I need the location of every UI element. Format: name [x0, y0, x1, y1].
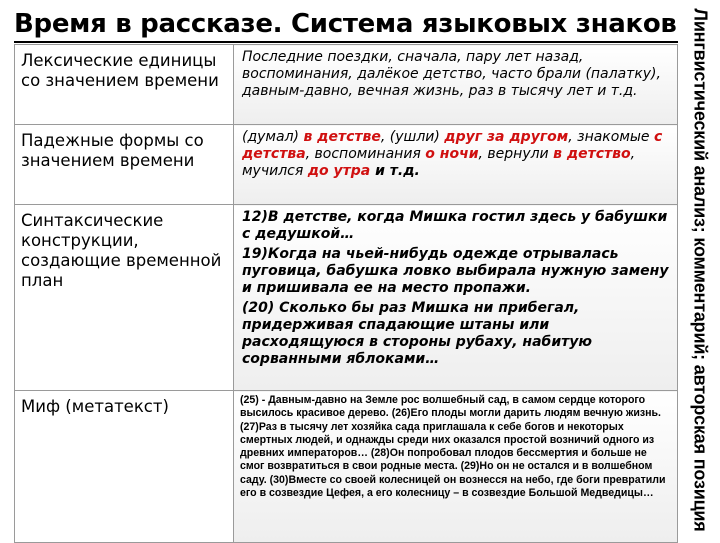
language-signs-table [14, 44, 678, 543]
syntax-sentence: (20) Сколько бы раз Мишка ни прибегал, придерживая спадающие штаны или расходящуюся в стороны рубаху, набитую сорванными яблоками… [242, 300, 592, 367]
case-text: , воспоминания [305, 146, 426, 162]
row-content-lexical: Последние поездки, сначала, пару лет назад, воспоминания, далёкое детство, часто брали (палатку), давным-давно, вечная жизнь, раз в тысячу лет и т.д. [234, 45, 678, 125]
case-text: , (ушли) [380, 129, 445, 145]
title-underline [14, 41, 678, 43]
side-caption [685, 8, 715, 532]
table-row [15, 205, 678, 391]
page-title: Время в рассказе. Система языковых знаков [14, 9, 677, 39]
syntax-sentence: 12)В детстве, когда Мишка гостил здесь у бабушки с дедушкой… [242, 209, 668, 242]
side-caption-text: Лингвистический анализ; комментарий; авторская позиция [690, 8, 711, 532]
row-label-case-forms: Падежные формы со значением времени [15, 125, 234, 205]
row-label-syntax: Синтаксические конструкции, создающие временной план [15, 205, 234, 391]
table-row [15, 391, 678, 543]
table-row [15, 125, 678, 205]
syntax-sentence: 19)Когда на чьей-нибудь одежде отрывалась пуговица, бабушка ловко выбирала нужную замену и пришивала ее на место пропажи. [242, 246, 669, 296]
case-highlight: о ночи [425, 146, 479, 162]
case-highlight: с детства [242, 129, 663, 162]
row-content-myth: (25) - Давным-давно на Земле рос волшебный сад, в самом сердце которого высилось красивое дерево. (26)Его плоды могли дарить людям вечную жизнь. (27)Раз в тысячу лет хозяйка сада приглашала к себе богов и некоторых смертных людей, и однажды среди них оказался простой возничий одного из древних императоров… (28)Он попробовал плодов бессмертия и больше не смог возвратиться в свои родные места. (29)Но он не остался и в волшебном саду. (30)Вместе со своей колесницей он вознесся на небо, где боги превратили его в созвездие Цефея, а его колесницу – в созвездие Большой Медведицы… [234, 391, 678, 543]
row-content-syntax [234, 205, 678, 391]
case-highlight: в детство [553, 146, 631, 162]
table-row [15, 45, 678, 125]
case-highlight: до утра [307, 163, 371, 179]
case-text: , вернули [478, 146, 554, 162]
case-text: и т.д. [370, 163, 420, 179]
case-text: (думал) [242, 129, 304, 145]
case-text: , знакомые [568, 129, 654, 145]
case-highlight: в детстве [303, 129, 381, 145]
row-label-myth: Миф (метатекст) [15, 391, 234, 543]
case-text: , мучился [242, 146, 636, 179]
row-label-lexical: Лексические единицы со значением времени [15, 45, 234, 125]
case-highlight: друг за другом [444, 129, 569, 145]
row-content-case-forms [234, 125, 678, 205]
